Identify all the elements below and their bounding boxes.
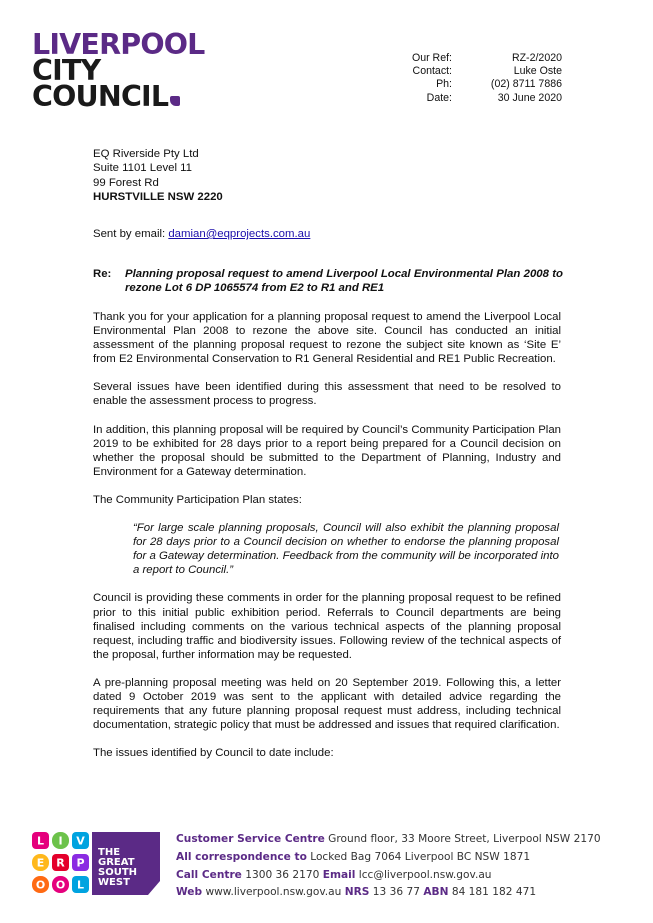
- logo-line-liverpool: LIVERPOOL: [32, 28, 205, 61]
- tagline-great: GREAT: [98, 857, 135, 868]
- tile-letter: R: [56, 856, 65, 870]
- ref-label: Date:: [426, 91, 452, 104]
- footer-label: ABN: [423, 886, 449, 899]
- ref-value: 30 June 2020: [497, 91, 562, 104]
- footer-web: [176, 884, 601, 902]
- tile-letter: O: [35, 878, 46, 892]
- quote-paragraph: “For large scale planning proposals, Council will also exhibit the planning proposal for 28 days prior to a Council decision on whether to endorse the planning proposal for a Gateway determination. Feedback from the community will be incorporated into a report to Council.”: [133, 522, 559, 577]
- footer-label: NRS: [344, 886, 370, 899]
- tagline-west: WEST: [98, 877, 130, 888]
- council-logo: [32, 28, 205, 113]
- ref-row-phone: [398, 78, 562, 91]
- footer-value: 13 36 77: [369, 886, 424, 899]
- paragraph: The issues identified by Council to date include:: [93, 747, 334, 760]
- logo-council-text: COUNCIL: [32, 80, 169, 113]
- recipient-address: [93, 147, 223, 205]
- paragraph: Several issues have been identified during this assessment that need to be resolved to enable the assessment process to progress.: [93, 381, 561, 408]
- tile-letter: O: [55, 878, 66, 892]
- paragraph: In addition, this planning proposal will be required by Council’s Community Participation Plan 2019 to be exhibited for 28 days prior to a report being prepared for a Council decision on whether the proposal should be submitted to the Department of Planning, Industry and Environment for a Gateway determination.: [93, 423, 561, 478]
- ref-label: Contact:: [412, 65, 452, 78]
- tagline-the: THE: [98, 847, 121, 858]
- recipient-line1: Suite 1101 Level 11: [93, 162, 193, 175]
- recipient-line2: 99 Forest Rd: [93, 176, 159, 189]
- ref-value: (02) 8711 7886: [490, 78, 562, 91]
- footer-value: Ground floor, 33 Moore Street, Liverpool NSW 2170: [324, 833, 601, 845]
- tagline-south: SOUTH: [98, 867, 138, 878]
- footer-label: Call Centre: [176, 868, 242, 881]
- tile-letter: E: [36, 856, 45, 870]
- sent-by-prefix: Sent by email:: [93, 228, 169, 240]
- ref-value: Luke Oste: [513, 65, 562, 78]
- great-south-west-logo: [30, 829, 165, 901]
- ref-row-date: [398, 92, 562, 105]
- tile-letter: I: [58, 834, 63, 848]
- sent-by-email: [93, 228, 310, 240]
- footer-value: 1300 36 2170: [241, 868, 323, 881]
- email-link[interactable]: damian@eqprojects.com.au: [168, 228, 311, 240]
- logo-line-council: [32, 80, 205, 113]
- ref-row-contact: [398, 65, 562, 78]
- tile-letter: L: [36, 834, 45, 848]
- tile-letter: V: [76, 834, 85, 848]
- footer-value: 84 181 182 471: [448, 886, 537, 899]
- logo-line-city: CITY: [32, 54, 101, 87]
- letter-body: [93, 310, 561, 774]
- footer-website[interactable]: www.liverpool.nsw.gov.au: [202, 886, 345, 899]
- footer-label: Email: [322, 868, 356, 881]
- recipient-name: EQ Riverside Pty Ltd: [93, 148, 199, 160]
- footer-label: Web: [176, 886, 203, 899]
- paragraph: Thank you for your application for a planning proposal request to amend the Liverpool Local Environmental Plan 2008 to rezone the above site. Council has conducted an initial assessment of the planning proposal request to rezone the subject site known as ‘Site E’ from E2 Environmental Conservation to R1 General Residential and RE1 Public Recreation.: [93, 311, 561, 366]
- logo-dot-icon: [170, 96, 180, 106]
- paragraph: Council is providing these comments in order for the planning proposal request to be refined prior to this initial public exhibition period. Referrals to Council departments are being finalised including comments on the various technical aspects of the planning proposal request, including traffic and biodiversity issues. Following review of the technical aspects of the proposal, further information may be requested.: [93, 592, 561, 661]
- footer-label: Customer Service Centre: [176, 833, 325, 845]
- subject-label: Re:: [93, 268, 112, 280]
- ref-value: RZ-2/2020: [511, 52, 562, 64]
- tile-letter: L: [76, 878, 85, 892]
- subject-text: Planning proposal request to amend Liverpool Local Environmental Plan 2008 to rezone Lot 6 DP 1065574 from E2 to R1 and RE1: [125, 268, 563, 295]
- footer-value: Locked Bag 7064 Liverpool BC NSW 1871: [306, 850, 531, 863]
- paragraph: A pre-planning proposal meeting was held on 20 September 2019. Following this, a letter dated 9 October 2019 was sent to the applicant with detailed advice regarding the requirements that any future planning proposal request must address, including technical documentation, strategic policy that must be addressed and issues that required clarification.: [93, 676, 561, 732]
- tile-letter: P: [76, 856, 85, 870]
- reference-block: [398, 52, 562, 105]
- recipient-city: HURSTVILLE NSW 2220: [93, 191, 223, 204]
- ref-label: Our Ref:: [411, 52, 452, 64]
- paragraph: The Community Participation Plan states:: [93, 493, 302, 506]
- footer-correspondence: [176, 849, 601, 867]
- footer-service-centre: [176, 831, 601, 849]
- footer-email[interactable]: lcc@liverpool.nsw.gov.au: [355, 868, 492, 881]
- footer-contact: [176, 831, 601, 902]
- ref-label: Ph:: [436, 78, 452, 91]
- subject-line: [93, 267, 563, 296]
- footer-label: All correspondence to: [176, 850, 307, 863]
- ref-row-our-ref: [398, 52, 562, 65]
- footer-call-centre: [176, 867, 601, 885]
